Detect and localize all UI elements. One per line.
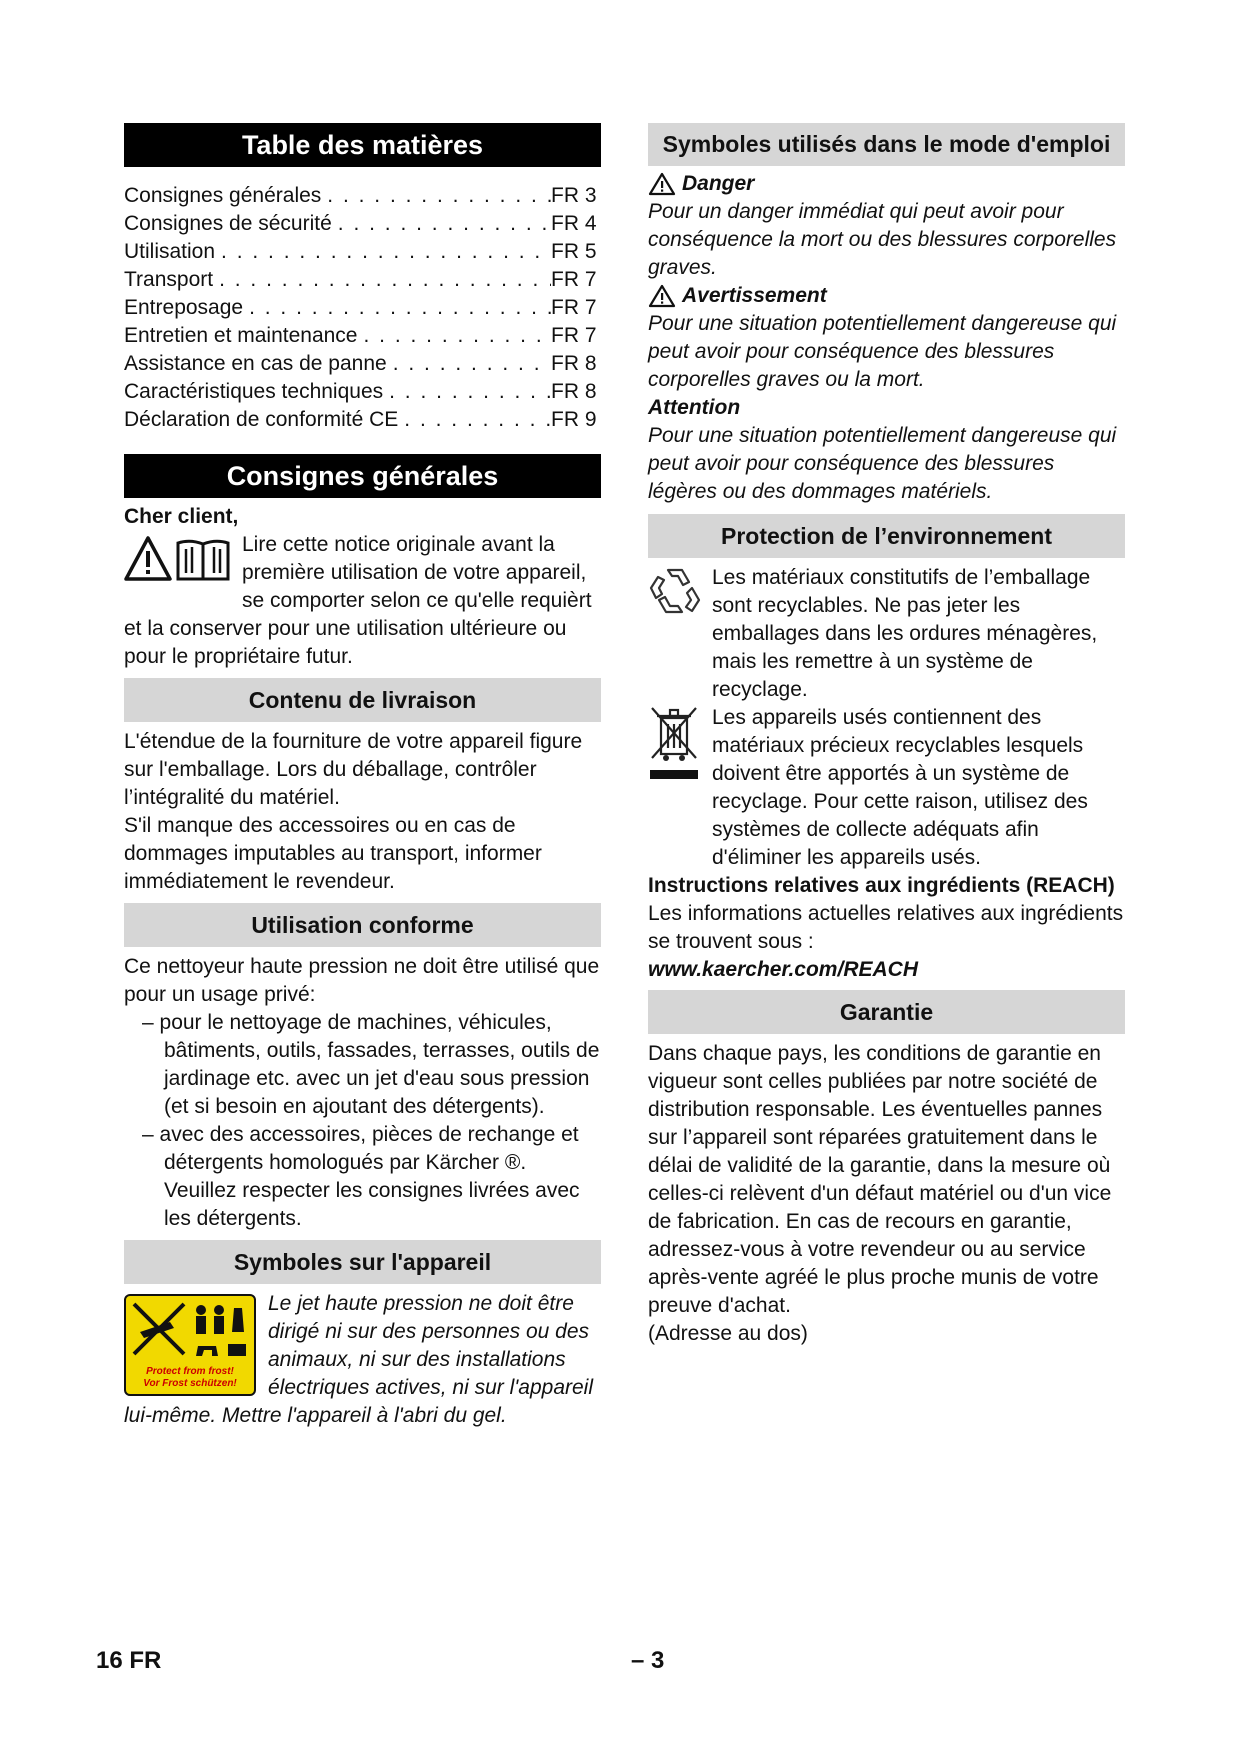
frost-label-text <box>126 1366 254 1390</box>
toc-leader <box>383 378 551 406</box>
toc-entry-page: FR 3 <box>551 184 597 207</box>
toc-entry[interactable] <box>124 294 601 322</box>
warning-triangle-icon <box>648 284 676 308</box>
general-text: Lire cette notice originale avant la première utilisation de votre appareil, se comporter selon ce qu'elle requièrt et la conserver pour une utilisation ultérieure ou pour le propriétaire futur. <box>124 533 592 668</box>
toc-entry-page: FR 4 <box>551 212 597 235</box>
reach-title: Instructions relatives aux ingrédients (REACH) <box>648 874 1115 897</box>
toc-entry-page: FR 7 <box>551 296 597 319</box>
toc-leader <box>215 238 551 266</box>
device-symbols-text: Le jet haute pression ne doit être dirigé ni sur des personnes ou des animaux, ni sur des installations électriques actives, ni sur l'appareil lui-même. Mettre l'appareil à l'abri du gel. <box>124 1292 593 1427</box>
toc-leader <box>321 182 551 210</box>
warning-title: Avertissement <box>682 284 827 307</box>
device-symbols-block <box>124 1290 601 1430</box>
frost-label-line-2: Vor Frost schützen! <box>143 1378 237 1389</box>
toc-entry-title: Assistance en cas de panne <box>124 352 387 375</box>
toc-entry-title: Consignes de sécurité <box>124 212 332 235</box>
recycle-row <box>648 564 1125 704</box>
toc-leader <box>398 406 551 434</box>
general-header: Consignes générales <box>124 454 601 498</box>
danger-title-row <box>648 170 1125 198</box>
toc-leader <box>213 266 551 294</box>
toc-entry-page: FR 9 <box>551 408 597 431</box>
toc-leader <box>332 210 551 238</box>
reach-link[interactable]: www.kaercher.com/REACH <box>648 958 918 981</box>
toc-entry-title: Entreposage <box>124 296 244 319</box>
warning-manual-icon <box>124 535 230 591</box>
toc-entry-page: FR 7 <box>551 324 597 347</box>
toc-entry[interactable] <box>124 182 601 210</box>
environment-header: Protection de l’environnement <box>648 514 1125 558</box>
toc-entry[interactable] <box>124 266 601 294</box>
toc-entry-title: Déclaration de conformité CE <box>124 408 399 431</box>
reach-text: Les informations actuelles relatives aux ingrédients se trouvent sous : <box>648 902 1124 953</box>
warning-title-row <box>648 282 1125 310</box>
usage-item-1: – pour le nettoyage de machines, véhicules, bâtiments, outils, fassades, terrasses, outils de jardinage etc. avec un jet d'eau sous pression (et si besoin en ajoutant des détergents). <box>142 1011 600 1118</box>
toc-entry[interactable] <box>124 378 601 406</box>
delivery-p2: S'il manque des accessoires ou en cas de dommages imputables au transport, informer immédiatement le revendeur. <box>124 814 542 893</box>
toc-leader <box>357 322 551 350</box>
warning-text: Pour une situation potentiellement dangereuse qui peut avoir pour conséquence des blessures corporelles graves ou la mort. <box>648 312 1117 391</box>
weee-text: Les appareils usés contiennent des matériaux précieux recyclables lesquels doivent être apportés à un système de recyclage. Pour cette raison, utilisez des systèmes de collecte adéquats afin d'éliminer les appareils usés. <box>712 706 1088 869</box>
toc-entry-title: Caractéristiques techniques <box>124 380 384 403</box>
left-column <box>124 123 601 1430</box>
toc-entry-page: FR 7 <box>551 268 597 291</box>
toc-entry-title: Utilisation <box>124 240 216 263</box>
crossed-bin-icon <box>648 704 712 872</box>
toc-entry-page: FR 8 <box>551 352 597 375</box>
warning-triangle-icon <box>648 172 676 196</box>
toc-leader <box>243 294 551 322</box>
usage-intro: Ce nettoyeur haute pression ne doit être utilisé que pour un usage privé: <box>124 955 600 1006</box>
frost-label-line-1: Protect from frost! <box>146 1366 234 1377</box>
delivery-header: Contenu de livraison <box>124 678 601 722</box>
attention-text: Pour une situation potentiellement dangereuse qui peut avoir pour conséquence des blessures légères ou des dommages matériels. <box>648 424 1117 503</box>
toc-entry[interactable] <box>124 210 601 238</box>
toc-entry[interactable] <box>124 350 601 378</box>
general-text-block <box>124 531 601 671</box>
toc-entry-title: Entretien et maintenance <box>124 324 358 347</box>
delivery-p1: L'étendue de la fourniture de votre appareil figure sur l'emballage. Lors du déballage, contrôler l’intégralité du matériel. <box>124 730 583 809</box>
device-symbols-header: Symboles sur l'appareil <box>124 1240 601 1284</box>
table-of-contents <box>124 182 601 434</box>
warranty-text: Dans chaque pays, les conditions de garantie en vigueur sont celles publiées par notre société de distribution responsable. Les éventuelles pannes sur l’appareil sont réparées gratuitement dans le délai de validité de la garantie, dans la mesure où celles-ci relèvent d'un défaut matériel ou d'un vice de fabrication. En cas de recours en garantie, adressez-vous à votre revendeur ou au service après-vente agréé le plus proche munis de votre preuve d'achat. <box>648 1042 1112 1317</box>
toc-entry-title: Consignes générales <box>124 184 322 207</box>
warranty-address: (Adresse au dos) <box>648 1322 808 1345</box>
danger-title: Danger <box>682 172 755 195</box>
toc-entry-page: FR 8 <box>551 380 597 403</box>
attention-title: Attention <box>648 396 741 419</box>
toc-entry-title: Transport <box>124 268 214 291</box>
danger-text: Pour un danger immédiat qui peut avoir pour conséquence la mort ou des blessures corporelles graves. <box>648 200 1117 279</box>
toc-entry[interactable] <box>124 322 601 350</box>
usage-item-2: – avec des accessoires, pièces de rechange et détergents homologués par Kärcher ®. Veuillez respecter les consignes livrées avec les détergents. <box>142 1123 580 1230</box>
salutation: Cher client, <box>124 505 239 528</box>
toc-entry[interactable] <box>124 238 601 266</box>
warranty-header: Garantie <box>648 990 1125 1034</box>
frost-warning-label-icon <box>124 1294 256 1396</box>
toc-leader <box>387 350 551 378</box>
manual-symbols-header: Symboles utilisés dans le mode d'emploi <box>648 123 1125 166</box>
weee-row <box>648 704 1125 872</box>
usage-header: Utilisation conforme <box>124 903 601 947</box>
toc-header: Table des matières <box>124 123 601 167</box>
toc-entry[interactable] <box>124 406 601 434</box>
recycle-icon <box>648 564 712 704</box>
toc-entry-page: FR 5 <box>551 240 597 263</box>
section-page-number: – 3 <box>631 1647 665 1674</box>
recycle-text: Les matériaux constitutifs de l’emballage sont recyclables. Ne pas jeter les emballages dans les ordures ménagères, mais les remettre à un système de recyclage. <box>712 566 1098 701</box>
right-column <box>648 123 1125 1348</box>
page-number: 16 FR <box>96 1647 162 1674</box>
